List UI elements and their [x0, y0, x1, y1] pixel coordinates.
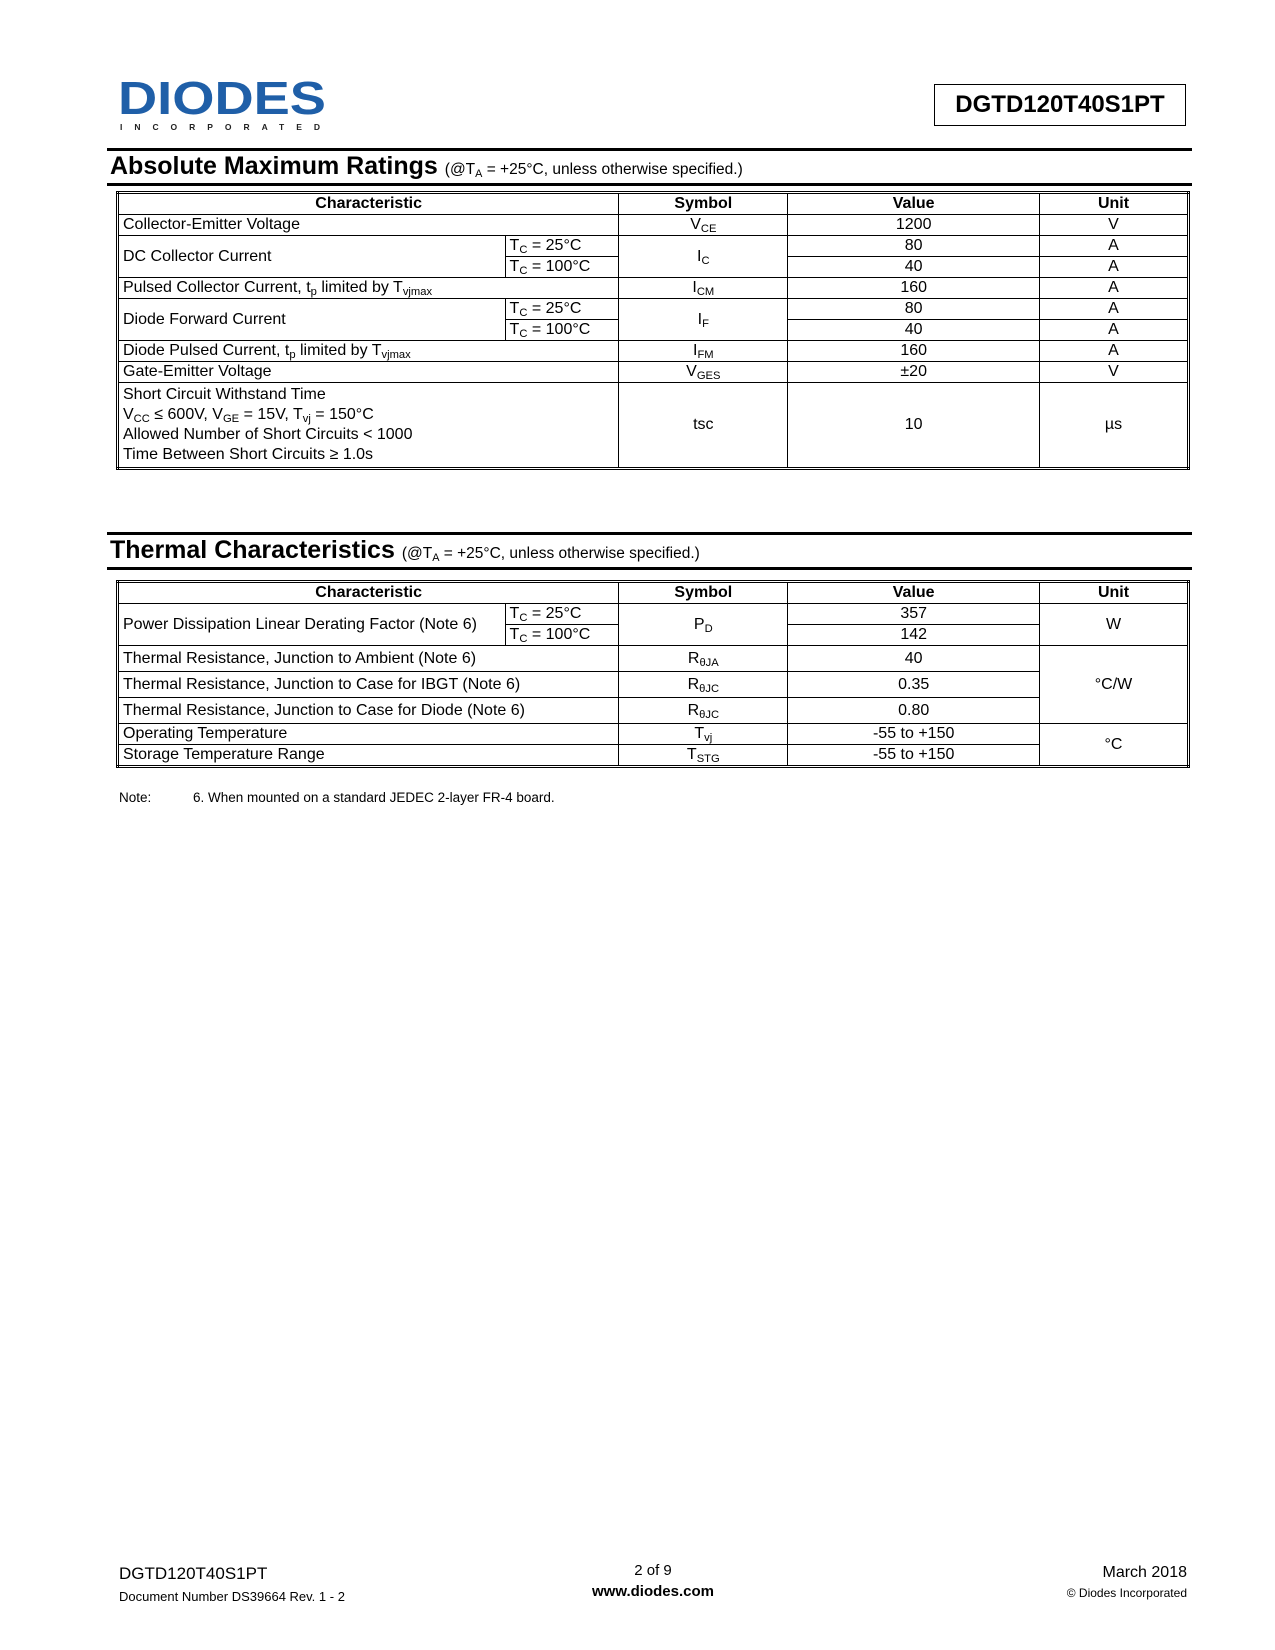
row-value: -55 to +150: [788, 724, 1040, 745]
header-value: Value: [788, 582, 1040, 604]
section-rule-bottom: [107, 567, 1192, 570]
thermal-title: Thermal Characteristics: [110, 536, 395, 564]
row-value: 160: [788, 341, 1040, 362]
row-symbol: $T_{vj}$: [619, 724, 788, 745]
table-row: [118, 236, 1189, 257]
section-title-thermal: [110, 536, 700, 565]
row-value: 1200: [788, 215, 1040, 236]
row-value: -55 to +150: [788, 745, 1040, 767]
row-unit: µs: [1040, 383, 1189, 469]
table-row: [118, 745, 1189, 767]
row-unit: A: [1040, 278, 1189, 299]
row-value: 0.35: [788, 672, 1040, 698]
section-title-amr: [110, 152, 743, 181]
part-number: DGTD120T40S1PT: [955, 91, 1165, 118]
row-label: Diode Pulsed Current, $t_p$ limited by $T_{vjmax}$: [118, 341, 619, 362]
row-label: Thermal Resistance, Junction to Case for IBGT (Note 6): [118, 672, 619, 698]
row-value: 80: [788, 299, 1040, 320]
row-unit: A: [1040, 341, 1189, 362]
header-characteristic: Characteristic: [118, 193, 619, 215]
table-header-row: [118, 582, 1189, 604]
amr-table: [116, 191, 1190, 470]
amr-title: Absolute Maximum Ratings: [110, 152, 438, 180]
row-unit: A: [1040, 320, 1189, 341]
row-value: 40: [788, 320, 1040, 341]
row-symbol: $I_{FM}$: [619, 341, 788, 362]
table-row: [118, 672, 1189, 698]
row-symbol: tsc: [619, 383, 788, 469]
footer-page: 2 of 9: [634, 1562, 672, 1579]
row-unit: °C: [1040, 724, 1189, 767]
row-value: 40: [788, 257, 1040, 278]
table-row: [118, 698, 1189, 724]
row-label: Thermal Resistance, Junction to Ambient (Note 6): [118, 646, 619, 672]
thermal-table: [116, 580, 1190, 768]
row-unit: °C/W: [1040, 646, 1189, 724]
row-value: ±20: [788, 362, 1040, 383]
row-label: Pulsed Collector Current, $t_p$ limited by $T_{vjmax}$: [118, 278, 619, 299]
table-row: [118, 299, 1189, 320]
row-condition: $T_C = 25^\circ C$: [505, 236, 619, 257]
row-symbol: $P_D$: [619, 604, 788, 646]
table-row: [118, 278, 1189, 299]
note-label: Note:: [119, 790, 152, 805]
table-row: [118, 604, 1189, 625]
row-value: 10: [788, 383, 1040, 469]
header-unit: Unit: [1040, 193, 1189, 215]
row-symbol: $R_{\theta JC}$: [619, 672, 788, 698]
row-symbol: $I_{CM}$: [619, 278, 788, 299]
row-value: 160: [788, 278, 1040, 299]
row-condition: $T_C = 100^\circ C$: [505, 320, 619, 341]
footer-copyright: © Diodes Incorporated: [1066, 1586, 1187, 1600]
table-row: [118, 362, 1189, 383]
row-label: Thermal Resistance, Junction to Case for Diode (Note 6): [118, 698, 619, 724]
row-unit: W: [1040, 604, 1189, 646]
row-symbol: $R_{\theta JA}$: [619, 646, 788, 672]
amr-condition: ($@T_A = +25^\circ C$, unless otherwise specified.): [444, 161, 743, 180]
row-label: Collector-Emitter Voltage: [118, 215, 619, 236]
row-condition: $T_C = 100^\circ C$: [505, 625, 619, 646]
note-text: 6. When mounted on a standard JEDEC 2-layer FR-4 board.: [193, 790, 555, 805]
row-condition: $T_C = 25^\circ C$: [505, 604, 619, 625]
row-label: DC Collector Current: [118, 236, 506, 278]
logo-wordmark: DIODES: [118, 76, 326, 124]
row-symbol: $I_C$: [619, 236, 788, 278]
row-value: 80: [788, 236, 1040, 257]
row-condition: $T_C = 25^\circ C$: [505, 299, 619, 320]
note: [119, 790, 555, 805]
row-symbol: $V_{GES}$: [619, 362, 788, 383]
row-value: 357: [788, 604, 1040, 625]
row-condition: $T_C = 100^\circ C$: [505, 257, 619, 278]
table-row: [118, 215, 1189, 236]
row-value: 142: [788, 625, 1040, 646]
header-characteristic: Characteristic: [118, 582, 619, 604]
section-rule-bottom: [107, 183, 1192, 186]
footer-date: March 2018: [1102, 1564, 1187, 1581]
row-label: Operating Temperature: [118, 724, 619, 745]
row-symbol: $I_F$: [619, 299, 788, 341]
row-symbol: $R_{\theta JC}$: [619, 698, 788, 724]
thermal-condition: ($@T_A = +25^\circ C$, unless otherwise specified.): [401, 545, 700, 564]
table-header-row: [118, 193, 1189, 215]
section-rule-top: [107, 148, 1192, 151]
footer-part: DGTD120T40S1PT: [119, 1564, 268, 1583]
part-number-box: [934, 84, 1186, 126]
row-label: Diode Forward Current: [118, 299, 506, 341]
logo-subtext: INCORPORATED: [120, 122, 320, 132]
footer-docnum: Document Number DS39664 Rev. 1 - 2: [119, 1589, 345, 1604]
row-unit: V: [1040, 215, 1189, 236]
row-label: Gate-Emitter Voltage: [118, 362, 619, 383]
header-unit: Unit: [1040, 582, 1189, 604]
row-label: Short Circuit Withstand Time $V_{CC} \le 600V$, $V_{GE} = 15V$, $T_{vj} = 150^\circ C$ Allowed Number of Short Circuits < 1000 Time Between Short Circuits ≥ 1.0s: [118, 383, 619, 469]
header-symbol: Symbol: [619, 582, 788, 604]
row-symbol: $T_{STG}$: [619, 745, 788, 767]
footer-url[interactable]: www.diodes.com: [592, 1583, 714, 1600]
table-row: [118, 724, 1189, 745]
row-value: 0.80: [788, 698, 1040, 724]
row-label: Storage Temperature Range: [118, 745, 619, 767]
row-value: 40: [788, 646, 1040, 672]
table-row: [118, 341, 1189, 362]
table-row: [118, 646, 1189, 672]
row-symbol: $V_{CE}$: [619, 215, 788, 236]
section-rule-top: [107, 532, 1192, 535]
row-unit: V: [1040, 362, 1189, 383]
header-value: Value: [788, 193, 1040, 215]
diodes-logo: [118, 76, 343, 136]
row-unit: A: [1040, 299, 1189, 320]
header-symbol: Symbol: [619, 193, 788, 215]
row-unit: A: [1040, 257, 1189, 278]
row-unit: A: [1040, 236, 1189, 257]
table-row: [118, 383, 1189, 469]
row-label: Power Dissipation Linear Derating Factor (Note 6): [118, 604, 506, 646]
